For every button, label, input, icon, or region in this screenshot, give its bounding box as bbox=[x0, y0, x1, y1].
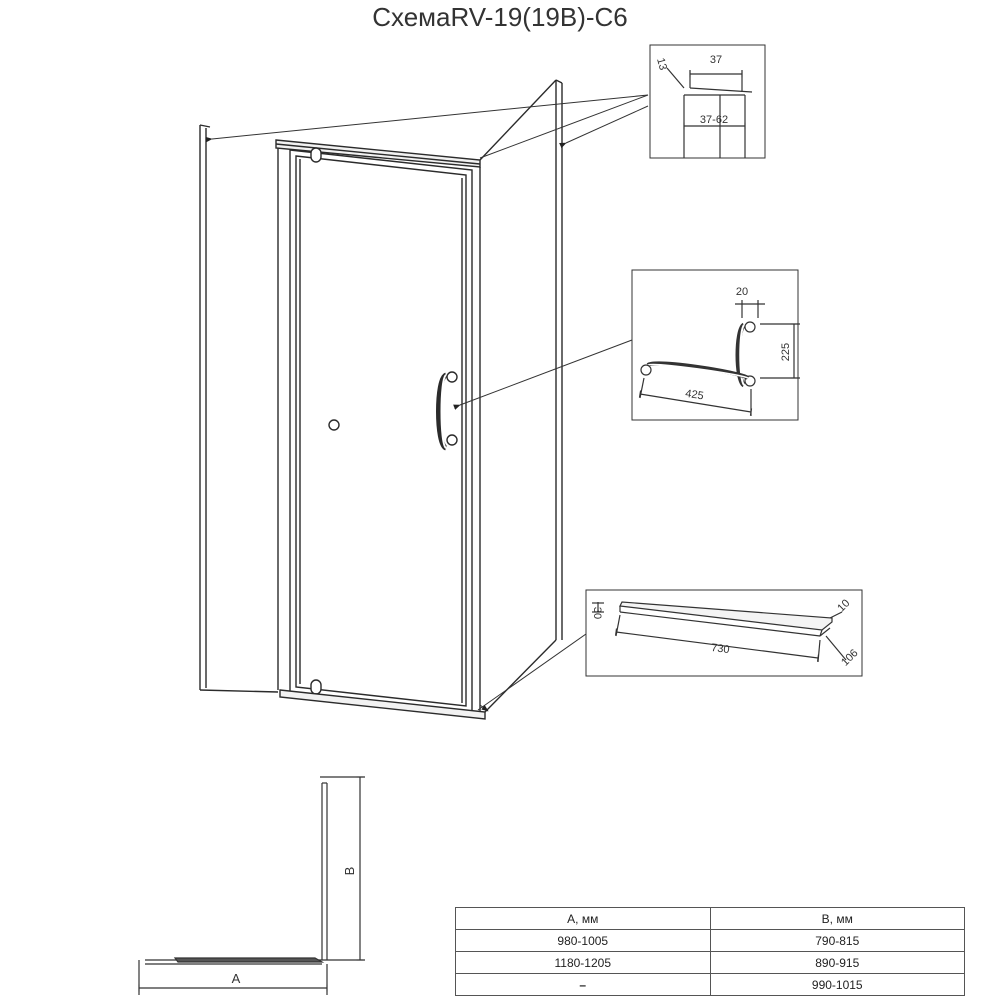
header-a: A, мм bbox=[456, 908, 711, 930]
cell-a: 1180-1205 bbox=[456, 952, 711, 974]
plan-view bbox=[139, 777, 365, 995]
cell-a bbox=[456, 974, 711, 996]
top-hinge bbox=[311, 148, 321, 162]
fixed-panel bbox=[200, 125, 278, 692]
profile-range-label: 37-62 bbox=[699, 114, 729, 126]
rail-end-width-label: 10 bbox=[835, 597, 853, 615]
table-row bbox=[456, 974, 965, 996]
handle-diameter-label: 20 bbox=[735, 286, 749, 298]
handle-detail bbox=[632, 270, 800, 420]
side-panel bbox=[480, 80, 562, 712]
table-row bbox=[456, 930, 965, 952]
profile-detail bbox=[650, 45, 765, 158]
door-panel bbox=[290, 150, 472, 712]
header-b: B, мм bbox=[710, 908, 965, 930]
cell-b: 990-1015 bbox=[710, 974, 965, 996]
cell-b: 890-915 bbox=[710, 952, 965, 974]
rail-height-label: 30 bbox=[591, 606, 603, 620]
enclosure-view bbox=[200, 80, 562, 719]
dimensions-table bbox=[455, 907, 965, 996]
profile-top-label: 13 bbox=[654, 56, 669, 72]
plan-a-label: A bbox=[231, 971, 241, 986]
plan-b-label: B bbox=[342, 866, 357, 876]
table-header-row bbox=[456, 908, 965, 930]
rail-end-depth-label: 106 bbox=[839, 647, 861, 669]
handle-length-label: 425 bbox=[684, 387, 705, 403]
dash-mark: – bbox=[579, 977, 587, 992]
page-title: СхемаRV-19(19B)-C6 bbox=[372, 2, 628, 32]
rail-detail bbox=[586, 590, 862, 676]
bottom-hinge bbox=[311, 680, 321, 694]
handle-height-label: 225 bbox=[780, 342, 792, 362]
profile-width-label: 37 bbox=[709, 54, 723, 66]
rail-length-label: 730 bbox=[710, 641, 731, 657]
cell-a: 980-1005 bbox=[456, 930, 711, 952]
cell-b: 790-815 bbox=[710, 930, 965, 952]
table-row bbox=[456, 952, 965, 974]
